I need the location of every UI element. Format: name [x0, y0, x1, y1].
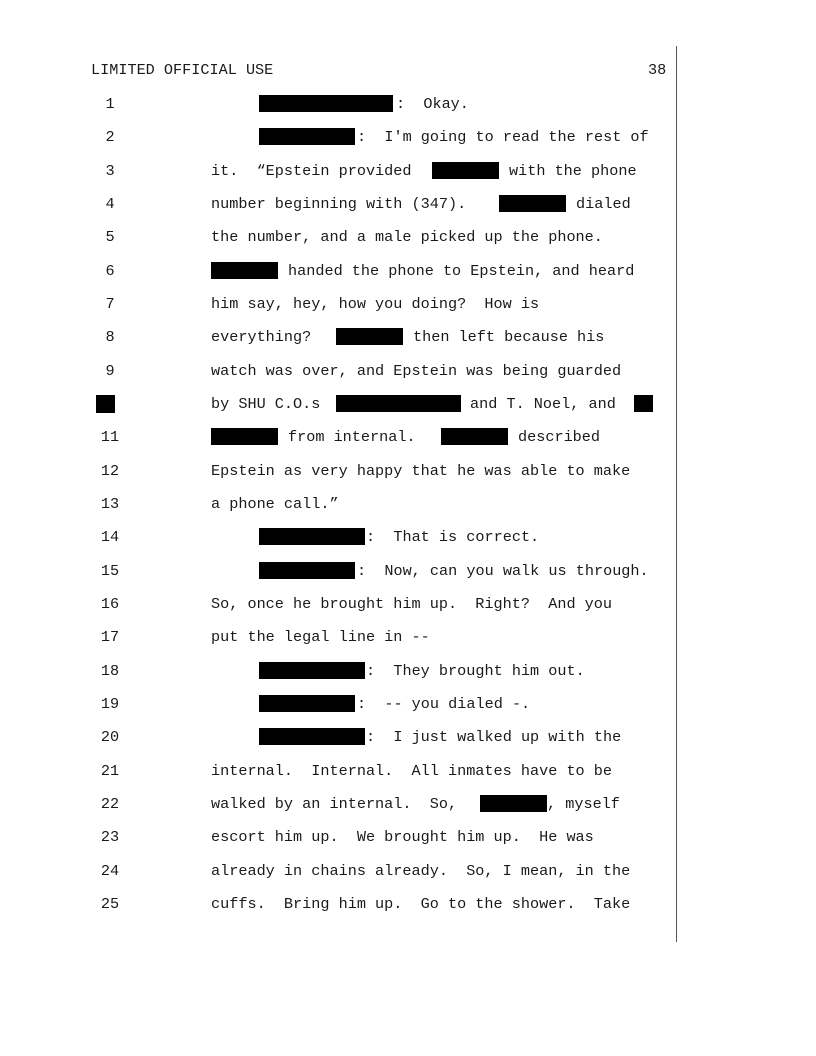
redaction-box — [336, 328, 403, 345]
transcript-line: then left because his — [413, 328, 605, 346]
redaction-box — [259, 728, 365, 745]
redaction-box — [480, 795, 547, 812]
transcript-line: it. “Epstein provided — [211, 162, 412, 180]
line-number: 17 — [100, 628, 120, 646]
line-number: 20 — [100, 728, 120, 746]
transcript-line: number beginning with (347). — [211, 195, 467, 213]
transcript-line: the number, and a male picked up the phone. — [211, 228, 603, 246]
line-number: 1 — [105, 95, 115, 113]
redaction-box — [432, 162, 499, 179]
redaction-box — [96, 395, 115, 413]
transcript-line: put the legal line in -- — [211, 628, 430, 646]
transcript-line: with the phone — [509, 162, 637, 180]
line-number: 25 — [100, 895, 120, 913]
transcript-line: dialed — [576, 195, 631, 213]
line-number: 14 — [100, 528, 120, 546]
line-number: 11 — [100, 428, 120, 446]
page-header-classification: LIMITED OFFICIAL USE — [91, 61, 274, 79]
transcript-line: So, once he brought him up. Right? And you — [211, 595, 613, 613]
redaction-box — [259, 695, 355, 712]
transcript-line: Epstein as very happy that he was able to make — [211, 462, 631, 480]
transcript-line: internal. Internal. All inmates have to be — [211, 762, 613, 780]
transcript-line: : Now, can you walk us through. — [357, 562, 649, 580]
transcript-line: cuffs. Bring him up. Go to the shower. Take — [211, 895, 631, 913]
line-number: 2 — [105, 128, 115, 146]
line-number: 3 — [105, 162, 115, 180]
line-number: 23 — [100, 828, 120, 846]
redaction-box — [211, 428, 278, 445]
transcript-line: described — [518, 428, 601, 446]
transcript-line: : That is correct. — [366, 528, 540, 546]
line-number: 9 — [105, 362, 115, 380]
line-number: 8 — [105, 328, 115, 346]
transcript-line: : I just walked up with the — [366, 728, 622, 746]
transcript-line: : Okay. — [396, 95, 469, 113]
redaction-box — [634, 395, 653, 412]
transcript-line: , myself — [547, 795, 620, 813]
redaction-box — [336, 395, 461, 412]
redaction-box — [441, 428, 508, 445]
line-number: 5 — [105, 228, 115, 246]
transcript-line: everything? — [211, 328, 312, 346]
transcript-line: : I'm going to read the rest of — [357, 128, 649, 146]
redaction-box — [211, 262, 278, 279]
line-number: 7 — [105, 295, 115, 313]
transcript-line: escort him up. We brought him up. He was — [211, 828, 594, 846]
transcript-line: : They brought him out. — [366, 662, 585, 680]
redaction-box — [499, 195, 566, 212]
line-number: 22 — [100, 795, 120, 813]
transcript-line: already in chains already. So, I mean, in the — [211, 862, 631, 880]
transcript-line: watch was over, and Epstein was being guarded — [211, 362, 622, 380]
transcript-line: handed the phone to Epstein, and heard — [288, 262, 635, 280]
transcript-line: by SHU C.O.s — [211, 395, 321, 413]
transcript-line: and T. Noel, and — [470, 395, 616, 413]
transcript-line: him say, hey, how you doing? How is — [211, 295, 540, 313]
page-number: 38 — [648, 61, 667, 79]
line-number: 19 — [100, 695, 120, 713]
line-number: 16 — [100, 595, 120, 613]
line-number: 18 — [100, 662, 120, 680]
line-number: 13 — [100, 495, 120, 513]
redaction-box — [259, 562, 355, 579]
redaction-box — [259, 662, 365, 679]
redaction-box — [259, 95, 393, 112]
line-number: 21 — [100, 762, 120, 780]
line-number: 12 — [100, 462, 120, 480]
transcript-line: from internal. — [288, 428, 416, 446]
redaction-box — [259, 128, 355, 145]
line-number: 24 — [100, 862, 120, 880]
transcript-line: a phone call.” — [211, 495, 339, 513]
right-margin-rule — [676, 46, 677, 942]
line-number: 15 — [100, 562, 120, 580]
transcript-line: : -- you dialed -. — [357, 695, 531, 713]
line-number: 6 — [105, 262, 115, 280]
redaction-box — [259, 528, 365, 545]
line-number: 4 — [105, 195, 115, 213]
transcript-line: walked by an internal. So, — [211, 795, 458, 813]
